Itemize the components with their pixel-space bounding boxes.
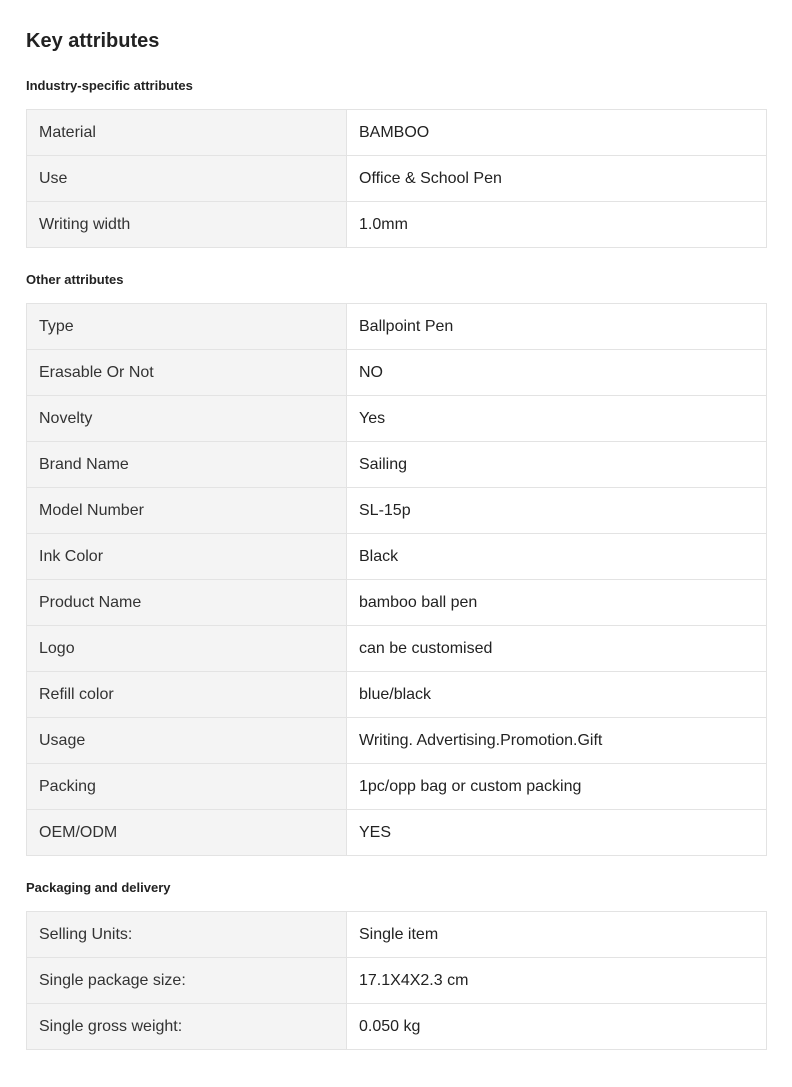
attribute-key: Brand Name xyxy=(27,442,347,488)
attribute-value: bamboo ball pen xyxy=(347,580,767,626)
attribute-value: can be customised xyxy=(347,626,767,672)
table-row xyxy=(27,304,767,350)
attribute-key: Single package size: xyxy=(27,958,347,1004)
table-row xyxy=(27,912,767,958)
section-title-industry-specific: Industry-specific attributes xyxy=(26,78,193,93)
table-row xyxy=(27,488,767,534)
attribute-value: 1.0mm xyxy=(347,202,767,248)
attribute-key: Material xyxy=(27,110,347,156)
table-row xyxy=(27,810,767,856)
attribute-key: Ink Color xyxy=(27,534,347,580)
attribute-key: Model Number xyxy=(27,488,347,534)
attribute-key: Type xyxy=(27,304,347,350)
attribute-value: Office & School Pen xyxy=(347,156,767,202)
table-row xyxy=(27,626,767,672)
attribute-key: Single gross weight: xyxy=(27,1004,347,1050)
section-title-other-attributes: Other attributes xyxy=(26,272,124,287)
attribute-value: Single item xyxy=(347,912,767,958)
packaging-delivery-table xyxy=(26,911,767,1050)
attribute-value: 1pc/opp bag or custom packing xyxy=(347,764,767,810)
table-row xyxy=(27,672,767,718)
attribute-key: Writing width xyxy=(27,202,347,248)
table-row xyxy=(27,580,767,626)
attribute-value: Black xyxy=(347,534,767,580)
attribute-value: 17.1X4X2.3 cm xyxy=(347,958,767,1004)
attribute-value: Ballpoint Pen xyxy=(347,304,767,350)
table-row xyxy=(27,534,767,580)
table-row xyxy=(27,1004,767,1050)
attribute-value: Writing. Advertising.Promotion.Gift xyxy=(347,718,767,764)
attribute-value: blue/black xyxy=(347,672,767,718)
other-attributes-table xyxy=(26,303,767,856)
table-row xyxy=(27,442,767,488)
attribute-value: Yes xyxy=(347,396,767,442)
attribute-key: Use xyxy=(27,156,347,202)
table-row xyxy=(27,350,767,396)
attribute-value: SL-15p xyxy=(347,488,767,534)
table-row xyxy=(27,718,767,764)
attribute-value: NO xyxy=(347,350,767,396)
table-row xyxy=(27,764,767,810)
attribute-key: Selling Units: xyxy=(27,912,347,958)
section-title-packaging-delivery: Packaging and delivery xyxy=(26,880,171,895)
attribute-value: Sailing xyxy=(347,442,767,488)
table-row xyxy=(27,958,767,1004)
attribute-key: Logo xyxy=(27,626,347,672)
attribute-key: OEM/ODM xyxy=(27,810,347,856)
attribute-value: YES xyxy=(347,810,767,856)
attribute-value: BAMBOO xyxy=(347,110,767,156)
attribute-key: Packing xyxy=(27,764,347,810)
attribute-key: Usage xyxy=(27,718,347,764)
table-row xyxy=(27,110,767,156)
table-row xyxy=(27,156,767,202)
attribute-key: Refill color xyxy=(27,672,347,718)
page-title: Key attributes xyxy=(26,30,160,52)
table-row xyxy=(27,396,767,442)
industry-attributes-table xyxy=(26,109,767,248)
attribute-key: Product Name xyxy=(27,580,347,626)
attribute-key: Erasable Or Not xyxy=(27,350,347,396)
attribute-key: Novelty xyxy=(27,396,347,442)
attribute-value: 0.050 kg xyxy=(347,1004,767,1050)
table-row xyxy=(27,202,767,248)
